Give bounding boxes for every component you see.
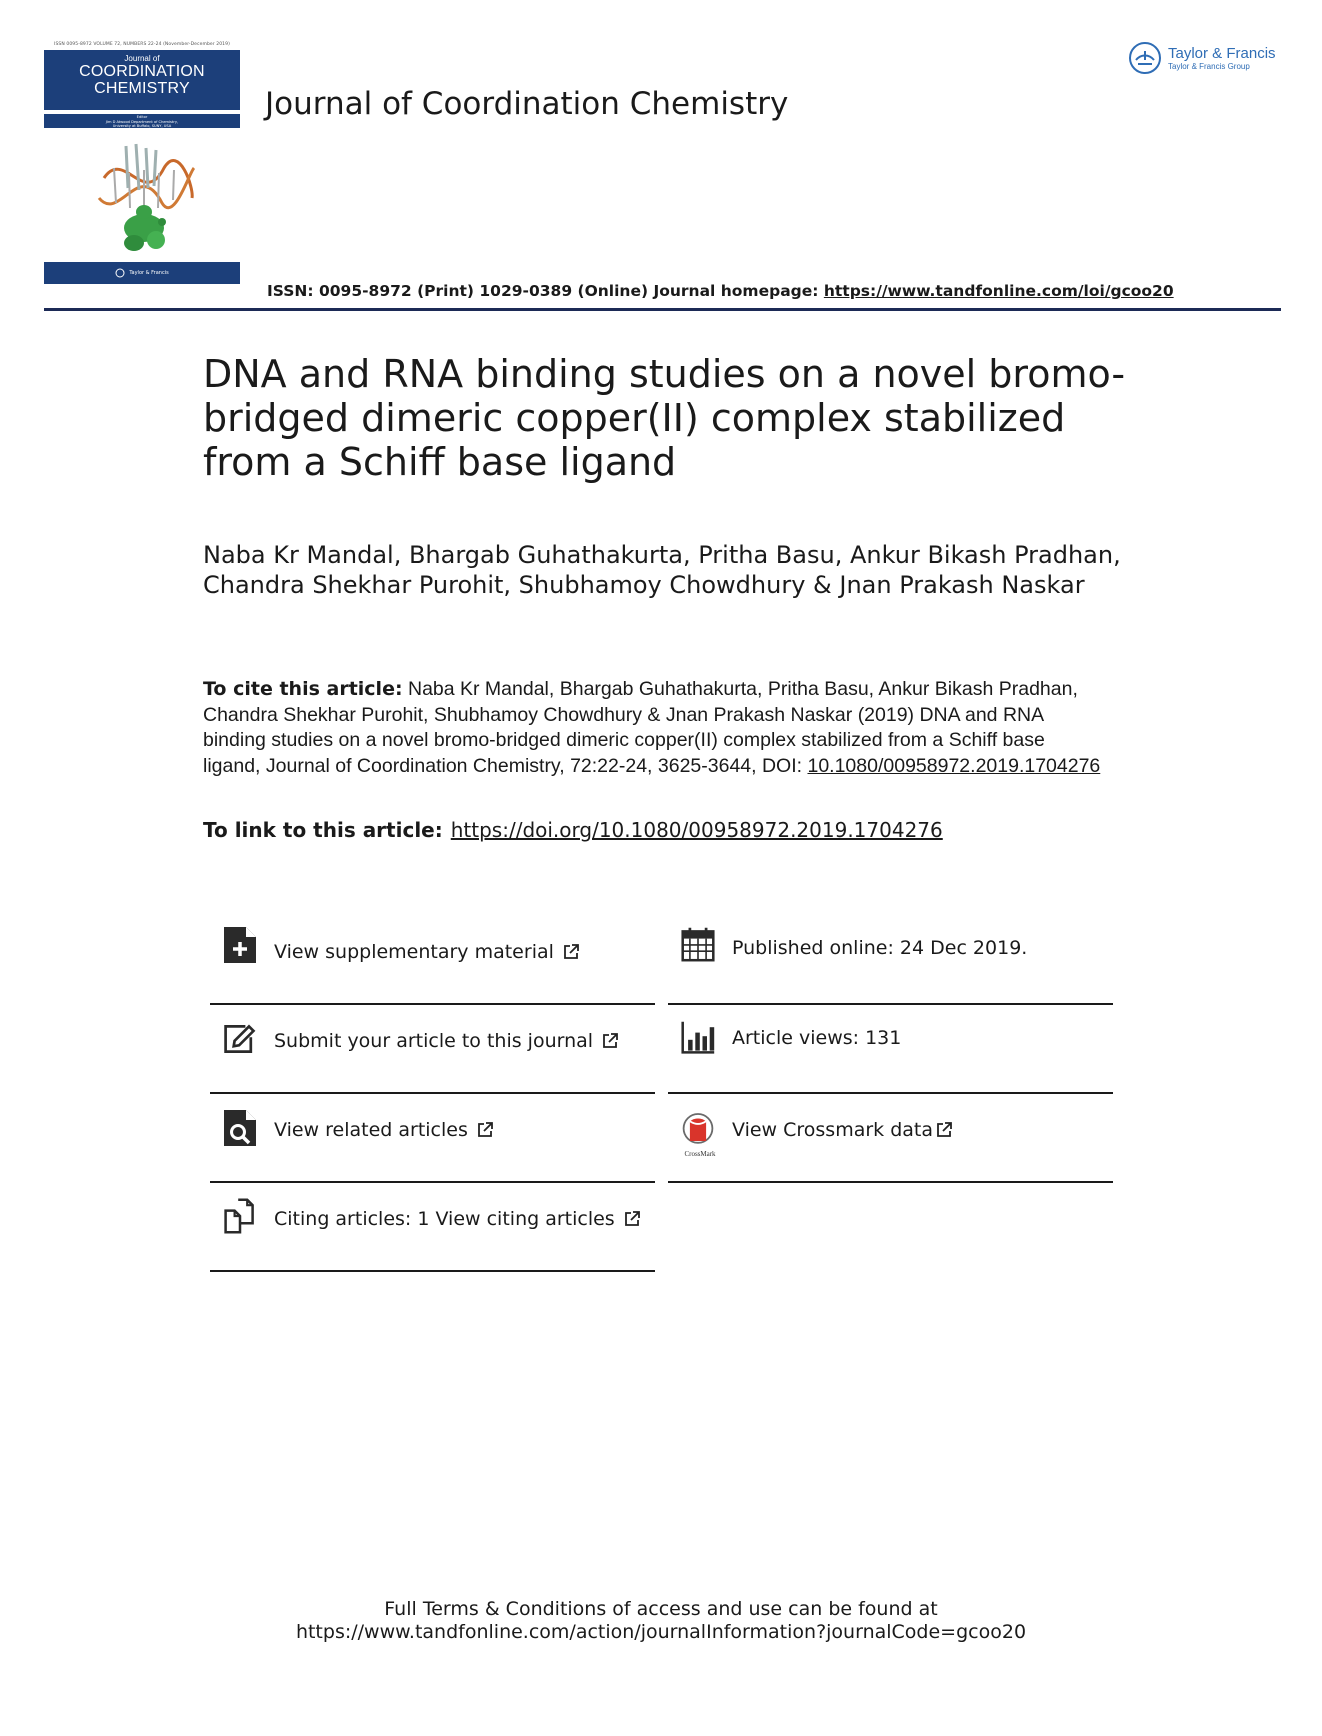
external-link-icon <box>623 1210 641 1228</box>
article-views-item <box>668 1003 1113 1094</box>
journal-homepage-link[interactable]: https://www.tandfonline.com/loi/gcoo20 <box>823 282 1174 300</box>
related-label: View related articles <box>274 1119 468 1141</box>
article-doi-url[interactable]: https://doi.org/10.1080/00958972.2019.1704276 <box>450 818 943 842</box>
footer-terms-url[interactable]: https://www.tandfonline.com/action/journalInformation?journalCode=gcoo20 <box>295 1621 1027 1643</box>
header-divider <box>44 308 1281 311</box>
citation-text: Naba Kr Mandal, Bhargab Guhathakurta, Pritha Basu, Ankur Bikash Pradhan, Chandra Shekhar Purohit, Shubhamoy Chowdhury & Jnan Prakash Naskar (2019) DNA and RNA binding studies on a novel bromo-bridged dimeric copper(II) complex stabilized from a Schiff base ligand, Journal of Coordination Chemistry, 72:22-24, 3625-3644, DOI: <box>203 678 1078 777</box>
supplementary-label: View supplementary material <box>274 941 554 963</box>
cover-molecule-illustration <box>44 128 240 262</box>
published-online-item <box>668 914 1113 1005</box>
publisher-group: Taylor & Francis Group <box>1168 61 1250 71</box>
taylor-francis-logo[interactable] <box>1128 40 1288 76</box>
external-link-icon <box>601 1032 619 1050</box>
crossmark-item[interactable] <box>668 1092 1113 1183</box>
citing-articles-item[interactable] <box>210 1181 655 1272</box>
cover-editor-label: Editor <box>136 115 148 119</box>
cover-publisher-band <box>44 262 240 284</box>
file-plus-icon <box>222 925 258 965</box>
issn-line <box>267 282 1174 300</box>
doi-link[interactable]: 10.1080/00958972.2019.1704276 <box>807 754 1101 777</box>
cover-publisher: Taylor & Francis <box>129 270 169 276</box>
article-title: DNA and RNA binding studies on a novel bromo-bridged dimeric copper(II) complex stabilized from a Schiff base ligand <box>203 352 1126 484</box>
issn-text: ISSN: 0095-8972 (Print) 1029-0389 (Online) Journal homepage: <box>267 282 824 300</box>
article-authors: Naba Kr Mandal, Bhargab Guhathakurta, Pritha Basu, Ankur Bikash Pradhan, Chandra Shekhar Purohit, Shubhamoy Chowdhury & Jnan Prakash Naskar <box>203 541 1121 599</box>
citing-label: Citing articles: 1 View citing articles <box>274 1208 615 1230</box>
cover-header <box>44 42 240 110</box>
link-label: To link to this article: <box>203 818 443 842</box>
external-link-icon <box>935 1121 953 1139</box>
edit-icon <box>222 1019 258 1059</box>
journal-cover <box>44 42 240 294</box>
cover-journal-of: Journal of <box>124 54 160 63</box>
article-link-line <box>203 818 943 842</box>
file-search-icon <box>222 1108 258 1148</box>
cover-tf-icon <box>115 268 125 278</box>
tf-emblem-icon <box>1128 41 1162 75</box>
crossmark-icon <box>680 1110 716 1154</box>
footer-terms <box>0 1598 1322 1644</box>
bar-chart-icon <box>680 1018 716 1058</box>
external-link-icon <box>476 1121 494 1139</box>
calendar-icon <box>680 924 716 964</box>
related-articles-item[interactable] <box>210 1092 655 1183</box>
submit-label: Submit your article to this journal <box>274 1030 594 1052</box>
crossmark-label: View Crossmark data <box>732 1119 934 1141</box>
published-date: Published online: 24 Dec 2019. <box>732 937 1028 959</box>
citation-block <box>203 677 1103 779</box>
publisher-name: Taylor & Francis <box>1168 44 1276 62</box>
cover-issn-strip: ISSN 0095-8972 VOLUME 72, NUMBERS 22-24 (November-December 2019) <box>54 42 230 47</box>
cover-editor-affil: University at Buffalo, SUNY, USA <box>112 124 172 128</box>
supplementary-material-item[interactable] <box>210 914 655 1005</box>
citation-label: To cite this article: <box>203 678 403 700</box>
dna-protein-graphic <box>44 128 240 262</box>
cover-editor-band <box>44 114 240 128</box>
submit-article-item[interactable] <box>210 1003 655 1094</box>
article-views: Article views: 131 <box>732 1027 902 1049</box>
footer-line1: Full Terms & Conditions of access and use can be found at <box>384 1598 938 1620</box>
cover-title-line2: CHEMISTRY <box>94 80 190 97</box>
journal-name[interactable]: Journal of Coordination Chemistry <box>265 86 789 122</box>
cover-title-line1: COORDINATION <box>79 63 205 80</box>
crossmark-logo-text: CrossMark <box>684 1150 716 1158</box>
copy-documents-icon <box>222 1196 258 1236</box>
cover-editor-name: Jim D Atwood Department of Chemistry, <box>105 119 179 124</box>
external-link-icon <box>562 943 580 961</box>
